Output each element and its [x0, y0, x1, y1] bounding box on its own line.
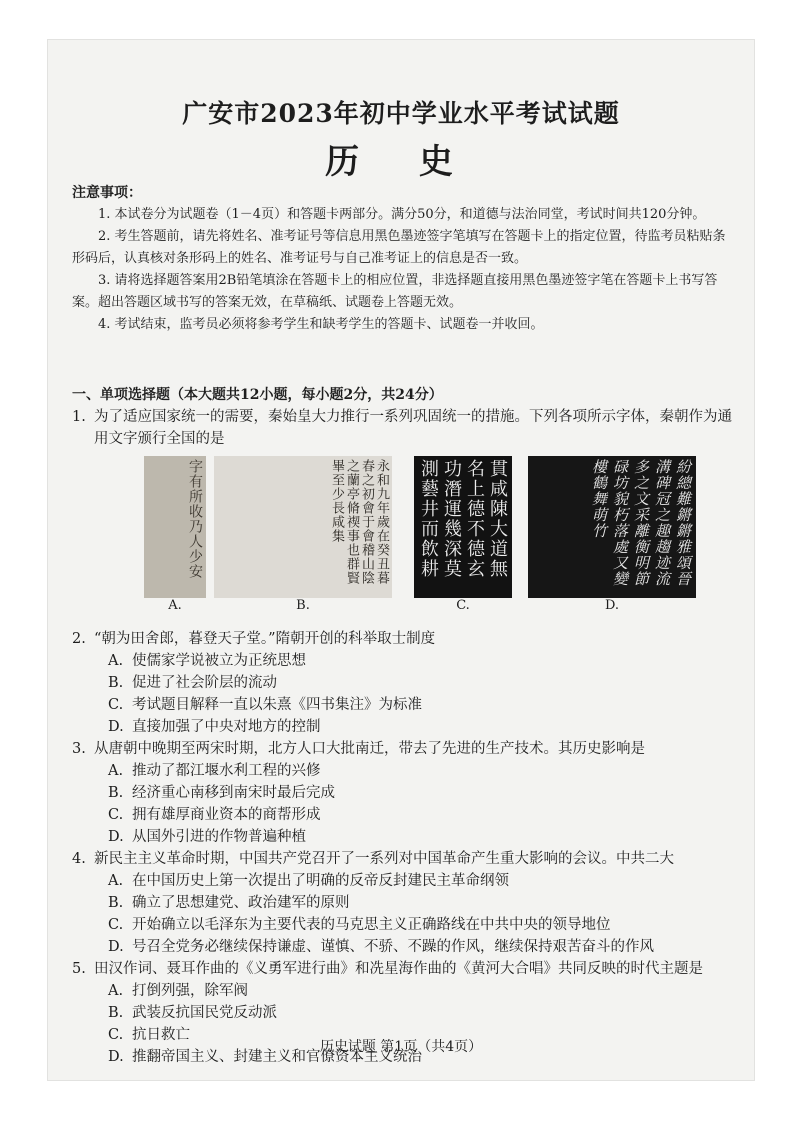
option-text: 拥有雄厚商业资本的商帮形成 [132, 807, 321, 823]
option-image-b [214, 456, 392, 614]
option-text: 确立了思想建党、政治建军的原则 [132, 895, 350, 911]
option-label: D. [604, 598, 620, 613]
question-list [72, 384, 736, 1068]
answer-option [72, 826, 736, 848]
notice-item: 4. 考试结束，监考员必须将参考学生和缺考学生的答题卡、试题卷一并收回。 [98, 317, 544, 332]
option-letter: C. [108, 807, 124, 823]
option-letter: D. [108, 939, 124, 955]
option-text: 开始确立以毛泽东为主要代表的马克思主义正确路线在中共中央的领导地位 [132, 917, 611, 933]
question-stem [72, 406, 736, 450]
calligraphy-sample: 字有所收乃人少安 [187, 459, 203, 579]
option-letter: B. [108, 895, 124, 911]
answer-option [72, 892, 736, 914]
question-text: 田汉作词、聂耳作曲的《义勇军进行曲》和冼星海作曲的《黄河大合唱》共同反映的时代主题是 [94, 961, 703, 977]
answer-option [72, 870, 736, 892]
question-1 [72, 406, 736, 626]
page-footer: 历史试题 第1页（共4页） [319, 1039, 483, 1055]
option-text: 武装反抗国民党反动派 [132, 1005, 277, 1021]
question-stem [72, 738, 736, 760]
option-letter: A. [108, 763, 124, 779]
answer-option [72, 936, 736, 958]
option-letter: D. [108, 829, 124, 845]
answer-option [72, 650, 736, 672]
option-text: 经济重心南移到南宋时最后完成 [132, 785, 335, 801]
option-letter: B. [108, 1005, 124, 1021]
question-stem [72, 958, 736, 980]
option-text: 推动了都江堰水利工程的兴修 [132, 763, 321, 779]
notice-block [72, 182, 732, 336]
question-number: 2. [72, 631, 86, 647]
question-stem [72, 628, 736, 650]
answer-option [72, 716, 736, 738]
answer-option [72, 672, 736, 694]
option-text: 在中国历史上第一次提出了明确的反帝反封建民主革命纲领 [132, 873, 509, 889]
answer-option [72, 804, 736, 826]
calligraphy-sample: 紛總難鏘鏘雅頌晉溝碑冠之趣趨迹流多之文采離衡明節碌坊貌朽落處又變樓鶴舞萌竹 [590, 459, 692, 587]
question-text: 为了适应国家统一的需要，秦始皇大力推行一系列巩固统一的措施。下列各项所示字体，秦朝作为通用文字颁行全国的是 [94, 409, 732, 447]
calligraphy-sample: 貫咸陳大道無名上德不德玄功潛運幾深莫測藝井而飲耕 [418, 459, 508, 579]
notice-item: 3. 请将选择题答案用2B铅笔填涂在答题卡上的相应位置，非选择题直接用黑色墨迹签字笔在答题卡上书写答案。超出答题区域书写的答案无效，在草稿纸、试题卷上答题无效。 [72, 273, 718, 310]
option-text: 从国外引进的作物普遍种植 [132, 829, 306, 845]
question-number: 1. [72, 409, 86, 425]
calligraphy-image [414, 456, 512, 598]
notice-item: 1. 本试卷分为试题卷（1－4页）和答题卡两部分。满分50分，和道德与法治同堂，考试时间共120分钟。 [98, 207, 706, 222]
option-label: A. [168, 598, 182, 613]
option-text: 直接加强了中央对地方的控制 [132, 719, 321, 735]
question-text: 从唐朝中晚期至两宋时期，北方人口大批南迁，带去了先进的生产技术。其历史影响是 [94, 741, 645, 757]
calligraphy-sample: 永和九年歲在癸丑暮春之初會于會稽山陰之蘭亭脩禊事也群賢畢至少長咸集 [329, 459, 389, 585]
option-letter: B. [108, 675, 124, 691]
option-text: 抗日救亡 [132, 1027, 190, 1043]
notice-heading: 注意事项： [72, 185, 142, 201]
option-letter: C. [108, 697, 124, 713]
answer-option [72, 1002, 736, 1024]
exam-page [48, 40, 754, 1080]
question-number: 5. [72, 961, 86, 977]
question-text: “朝为田舍郎，暮登天子堂。”隋朝开创的科举取士制度 [94, 631, 436, 647]
option-letter: C. [108, 1027, 124, 1043]
option-image-c [414, 456, 512, 614]
answer-option [72, 914, 736, 936]
option-letter: A. [108, 653, 124, 669]
answer-option [72, 694, 736, 716]
option-label: B. [296, 598, 310, 613]
calligraphy-options [72, 456, 736, 626]
option-text: 推翻帝国主义、封建主义和官僚资本主义统治 [132, 1049, 422, 1065]
answer-option [72, 760, 736, 782]
option-image-d [528, 456, 696, 614]
question-3 [72, 738, 736, 848]
option-text: 打倒列强，除军阀 [132, 983, 248, 999]
question-text: 新民主主义革命时期，中国共产党召开了一系列对中国革命产生重大影响的会议。中共二大 [94, 851, 674, 867]
option-letter: B. [108, 785, 124, 801]
option-letter: A. [108, 983, 124, 999]
option-image-a [144, 456, 206, 614]
answer-option [72, 980, 736, 1002]
calligraphy-image [144, 456, 206, 598]
question-number: 4. [72, 851, 86, 867]
calligraphy-image [214, 456, 392, 598]
section-heading: 一、单项选择题（本大题共12小题，每小题2分，共24分） [72, 387, 443, 403]
question-number: 3. [72, 741, 86, 757]
option-text: 促进了社会阶层的流动 [132, 675, 277, 691]
calligraphy-image [528, 456, 696, 598]
option-text: 考试题目解释一直以朱熹《四书集注》为标准 [132, 697, 422, 713]
option-letter: C. [108, 917, 124, 933]
option-label: C. [456, 598, 470, 613]
answer-option [72, 782, 736, 804]
question-4 [72, 848, 736, 958]
option-letter: A. [108, 873, 124, 889]
exam-title: 广安市2023年初中学业水平考试试题 [182, 99, 620, 128]
option-text: 使儒家学说被立为正统思想 [132, 653, 306, 669]
question-2 [72, 628, 736, 738]
subject-title: 历 史 [325, 142, 477, 182]
option-text: 号召全党务必继续保持谦虚、谨慎、不骄、不躁的作风，继续保持艰苦奋斗的作风 [132, 939, 654, 955]
option-letter: D. [108, 1049, 124, 1065]
question-stem [72, 848, 736, 870]
option-letter: D. [108, 719, 124, 735]
notice-item: 2. 考生答题前，请先将姓名、准考证号等信息用黑色墨迹签字笔填写在答题卡上的指定位置，待监考员粘贴条形码后，认真核对条形码上的姓名、准考证号与自己准考证上的信息是否一致。 [72, 229, 726, 266]
